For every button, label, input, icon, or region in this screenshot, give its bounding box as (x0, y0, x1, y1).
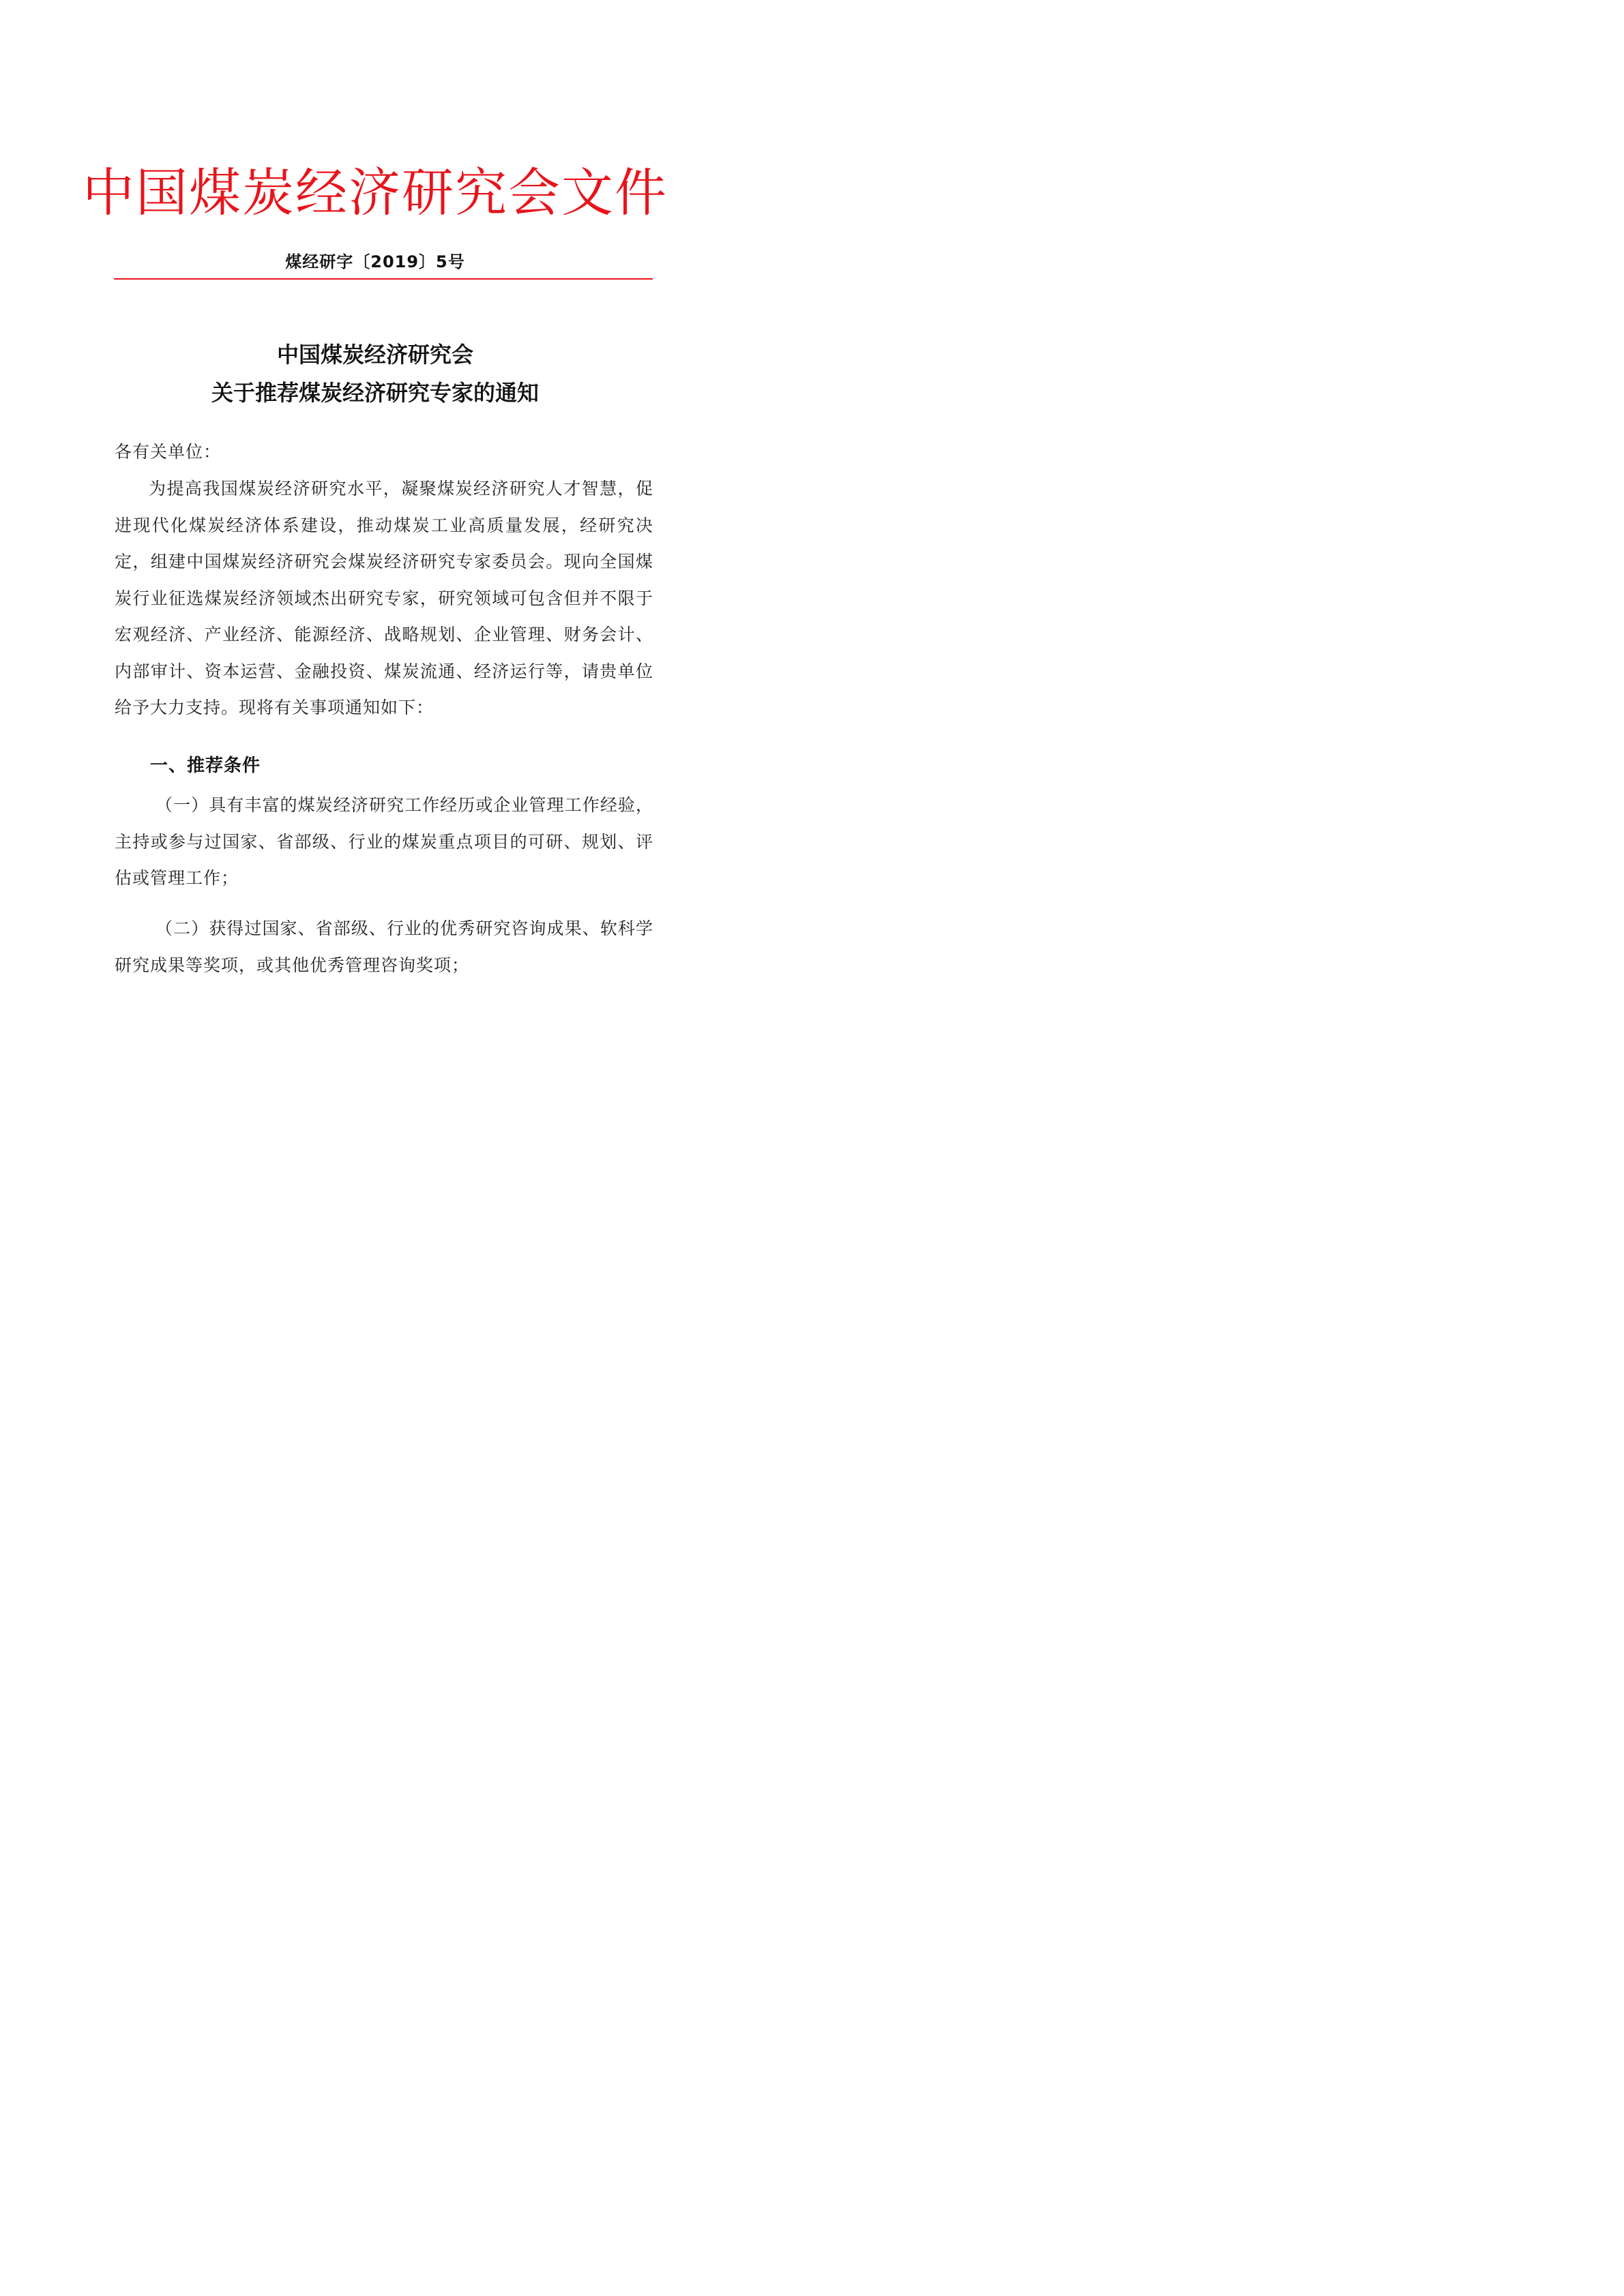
document-number: 煤经研字〔2019〕5号 (285, 252, 465, 271)
intro-paragraph: 为提高我国煤炭经济研究水平，凝聚煤炭经济研究人才智慧，促进现代化煤炭经济体系建设，推动煤炭工业高质量发展，经研究决定，组建中国煤炭经济研究会煤炭经济研究专家委员会。现向全国煤炭行业征选煤炭经济领域杰出研究专家，研究领域可包含但并不限于宏观经济、产业经济、能源经济、战略规划、企业管理、财务会计、内部审计、资本运营、金融投资、煤炭流通、经济运行等，请贵单位给予大力支持。现将有关事项通知如下： (115, 479, 653, 717)
notice-title-line2: 关于推荐煤炭经济研究专家的通知 (211, 380, 539, 406)
condition-item: （二）获得过国家、省部级、行业的优秀研究咨询成果、软科学研究成果等奖项，或其他优秀管理咨询奖项； (115, 919, 653, 975)
document-page (0, 0, 750, 1061)
header-divider (114, 278, 653, 280)
notice-title-line1: 中国煤炭经济研究会 (276, 342, 473, 368)
org-document-header: 中国煤炭经济研究会文件 (83, 162, 668, 223)
salutation: 各有关单位： (115, 442, 222, 462)
section-heading: 一、推荐条件 (150, 756, 261, 776)
condition-item: （一）具有丰富的煤炭经济研究工作经历或企业管理工作经验，主持或参与过国家、省部级、行业的煤炭重点项目的可研、规划、评估或管理工作； (115, 795, 653, 888)
